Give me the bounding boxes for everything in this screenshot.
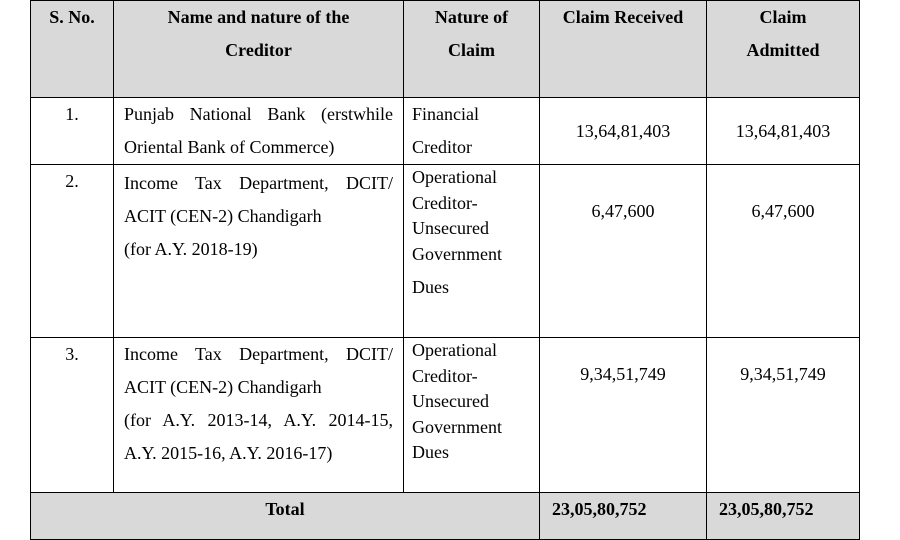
row-nature-of-claim (404, 165, 540, 338)
header-name-line-1: Name and nature of the (167, 7, 350, 27)
creditor-claims-table (30, 0, 860, 540)
nature-line: Government (412, 416, 502, 437)
row-claim-received: 9,34,51,749 (540, 338, 707, 493)
nature-line: Creditor (412, 137, 472, 157)
row-sno: 2. (31, 165, 114, 338)
header-nature (404, 1, 540, 98)
row-sno: 3. (31, 338, 114, 493)
table-row (31, 98, 860, 165)
header-claim-admitted (707, 1, 860, 98)
total-row (31, 493, 860, 540)
nature-line: Operational (412, 340, 497, 360)
header-nature-line-1: Nature of (434, 7, 509, 27)
row-claim-received: 6,47,600 (540, 165, 707, 338)
nature-line: Unsecured (412, 218, 489, 238)
header-claim-received: Claim Received (540, 1, 707, 98)
header-nature-line-2: Claim (448, 40, 495, 60)
nature-line: Dues (412, 442, 449, 462)
creditor-name-text: Income Tax Department, DCIT/ ACIT (CEN-2) Chandigarh (124, 173, 393, 226)
table-row (31, 165, 860, 338)
table-header (31, 1, 860, 98)
creditor-name-note: (for A.Y. 2013-14, A.Y. 2014-15, A.Y. 2015-16, A.Y. 2016-17) (124, 410, 393, 463)
nature-line: Unsecured (412, 391, 489, 411)
row-claim-admitted: 6,47,600 (707, 165, 860, 338)
row-sno: 1. (31, 98, 114, 165)
creditor-name-text: Income Tax Department, DCIT/ ACIT (CEN-2) Chandigarh (124, 344, 393, 397)
header-sno: S. No. (31, 1, 114, 98)
table-body (31, 98, 860, 493)
total-claim-received: 23,05,80,752 (540, 493, 707, 540)
nature-line: Government (412, 243, 502, 264)
header-row (31, 1, 860, 98)
row-creditor-name (114, 338, 404, 493)
nature-line: Dues (412, 277, 449, 297)
nature-line: Creditor- (412, 192, 478, 213)
row-creditor-name (114, 165, 404, 338)
table-row (31, 338, 860, 493)
row-claim-received: 13,64,81,403 (540, 98, 707, 165)
row-nature-of-claim (404, 338, 540, 493)
header-name (114, 1, 404, 98)
row-creditor-name: Punjab National Bank (erstwhile Oriental Bank of Commerce) (114, 98, 404, 165)
creditor-name-note: (for A.Y. 2018-19) (124, 239, 258, 259)
header-admitted-line-2: Admitted (746, 40, 820, 60)
nature-line: Financial (412, 104, 479, 124)
total-claim-admitted: 23,05,80,752 (707, 493, 860, 540)
header-name-line-2: Creditor (225, 40, 292, 60)
header-admitted-line-1: Claim (759, 7, 807, 27)
row-claim-admitted: 13,64,81,403 (707, 98, 860, 165)
row-claim-admitted: 9,34,51,749 (707, 338, 860, 493)
nature-line: Creditor- (412, 365, 478, 386)
total-label: Total (31, 493, 540, 540)
row-nature-of-claim (404, 98, 540, 165)
table-footer (31, 493, 860, 540)
nature-line: Operational (412, 167, 497, 187)
